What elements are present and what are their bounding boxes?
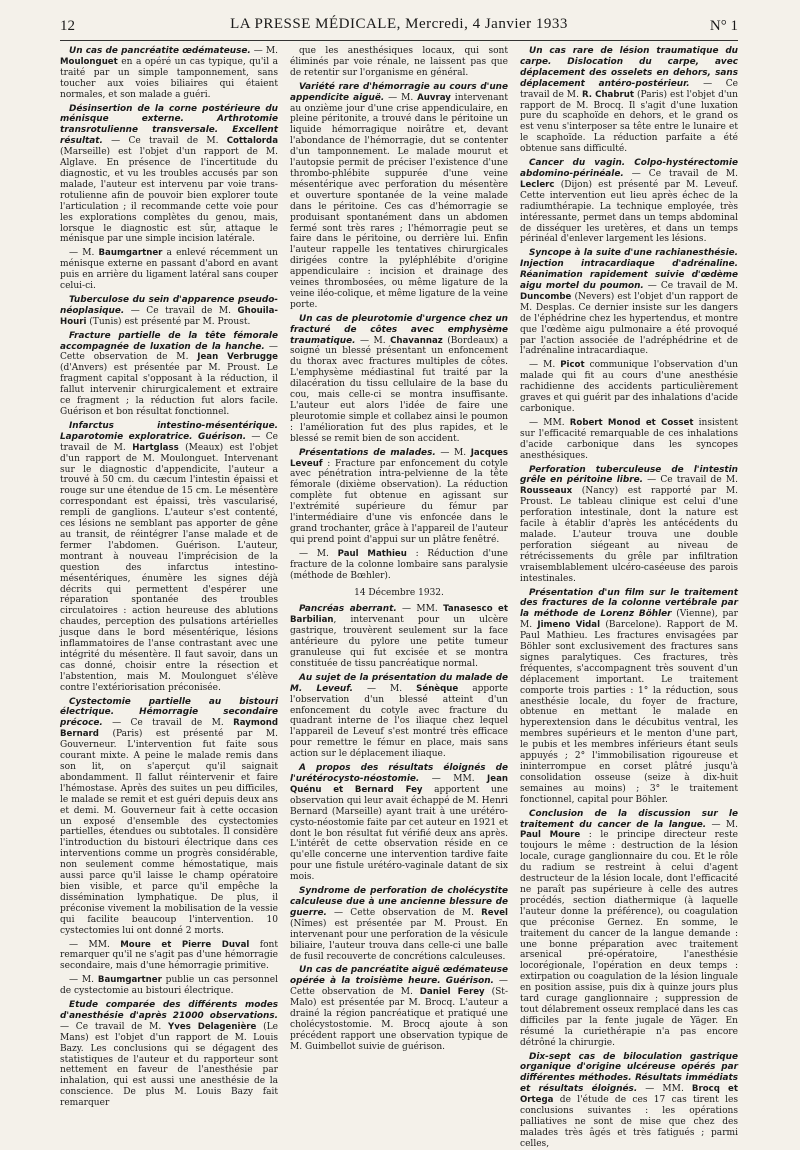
- article-body: font remarquer qu'il ne s'agit pas d'une hémorragie secondaire, mais d'une hémorragie primitive.: [60, 939, 278, 972]
- author-name: Tanasesco et Barbilian: [290, 604, 508, 626]
- article-heading: Conclusion de la discussion sur le traitement du cancer de la langue.: [520, 808, 738, 830]
- author-name: Sénèque: [416, 683, 459, 694]
- article-heading: A propos des résultats éloignés de l'urétérocysto-néostomie.: [290, 763, 508, 784]
- article-paragraph: [520, 248, 738, 357]
- article-paragraph: [60, 975, 278, 997]
- article-paragraph: [290, 886, 508, 962]
- author-name: Jimeno Vidal: [537, 620, 601, 631]
- article-heading: Un cas rare de lésion traumatique du carpe. Dislocation du carpe, avec déplacement des osselets en dehors, sans déplacement antéro-postérieur.: [520, 46, 738, 89]
- author-name: Chavannaz: [390, 335, 443, 346]
- author-name: Moulonguet: [60, 56, 118, 67]
- author-name: Rousseaux: [520, 486, 573, 497]
- article-heading: Un cas de pancréatite œdémateuse.: [69, 46, 251, 56]
- connector-text: — MM.: [637, 1084, 692, 1095]
- article-heading: Désinsertion de la corne postérieure du ménisque externe. Arthrotomie transrotulienne transversale. Excellent résultat.: [60, 103, 278, 147]
- author-name: Raymond Bernard: [60, 718, 278, 740]
- journal-title: LA PRESSE MÉDICALE, Mercredi, 4 Janvier 1933: [230, 16, 568, 32]
- article-heading: Cancer du vagin. Colpo-hystérectomie abdomino-périnéale.: [520, 158, 738, 179]
- connector-text: — Cette observation de M.: [60, 341, 278, 363]
- article-heading: Tuberculose du sein d'apparence pseudo-néoplasique.: [60, 294, 278, 316]
- article-paragraph: [60, 104, 278, 246]
- connector-text: — MM.: [69, 939, 121, 950]
- author-name: Cottalorda: [226, 136, 278, 147]
- article-body: (Meaux) est l'objet d'un rapport de M. Moulonguet. Intervenant sur le diagnostic d'appendicite, l'auteur a trouvé à 50 cm. du cæcum l'intestin épaissi et rouge sur une étendue de 15 cm. Le mésentère correspondant est épaissi, très vascularisé, rempli de ganglions. L'auteur s'est contenté, ces lésions ne semblant pas apporter de gêne au transit, de réintégrer l'anse malade et de fermer l'abdomen. Guérison. L'auteur, montrant à nouveau l'imprécision de la question des infarctus intestino-mésentériques, énumère les signes déjà décrits qui permettent d'espérer une réparation spontanée des troubles circulatoires : action heureuse des ablutions chaudes, perception des pulsations artérielles jusque dans le bord mésentérique, lésions inflammatoires de l'anse contrastant avec une intégrité du mésentère. Il faut savoir, dans un cas donné, choisir entre la résection et l'abstention, mais M. Moulonguet s'élève contre l'extériorisation préconisée.: [60, 442, 279, 693]
- article-body: communique l'observation d'un malade qui fit au cours d'une anesthésie rachidienne des accidents particulièrement graves et qui guérit par des inhalations d'acide carbonique.: [520, 360, 738, 414]
- author-name: Hartglass: [132, 442, 179, 453]
- connector-text: — Ce travail de M.: [60, 431, 278, 453]
- session-date: 14 Décembre 1932.: [354, 587, 444, 598]
- connector-text: — MM.: [396, 604, 444, 615]
- article-body: (St-Malo) est présentée par M. Brocq. L'auteur a drainé la région pancréatique et pratiqué une cholécystostomie. M. Brocq ajoute à son précédent rapport une observation typique de M. Guimbellot suivie de guérison.: [290, 987, 508, 1052]
- article-body: (Paris) est l'objet d'un rapport de M. Brocq. Il s'agit d'une luxation pure du scaphoïde en dehors, et le grand os est venu s'interposer sa tête entre le lunaire et le scaphoïde. La réduction parfaite a été obtenue sans difficulté.: [520, 89, 738, 155]
- article-body: intervenant au onzième jour d'une crise appendiculaire, en pleine péritonite, a trouvé dans le péritoine un liquide hémorragique noirâtre et, devant l'abondance de l'hémorragie, dut se contenter d'un tamponnement. Le malade mourut et l'autopsie permit de préciser l'existence d'une thrombo-phlébite suppurée d'une veine mésentérique avec perforation du mésentère et ouverture spontanée de la veine malade dans le péritoine. Ces cas d'hémorragie se produisant spontanément dans un abdomen fermé sont très rares ; l'hémorragie peut se faire dans le péritoine, ou derrière lui. Enfin l'auteur rappelle les tentatives chirurgicales dirigées contre la pyléphlébite d'origine appendiculaire : incision et drainage des veines thrombosées, ou même ligature de la veine iléo-colique, et même ligature de la veine porte.: [290, 92, 508, 310]
- connector-text: — MM.: [529, 417, 570, 428]
- article-paragraph: [60, 1000, 278, 1109]
- connector-text: — Ce travail de M.: [623, 168, 738, 179]
- article-heading: Fracture partielle de la tête fémorale accompagnée de luxation de la hanche.: [60, 330, 278, 352]
- article-body: en a opéré un cas typique, qu'il a traité par un simple tamponnement, sans toucher aux voies biliaires qui étaient normales, et son malade a guéri.: [60, 56, 278, 100]
- connector-text: — Cette observation de M.: [326, 907, 482, 918]
- article-paragraph: [290, 763, 508, 883]
- article-body: (Tunis) est présenté par M. Proust.: [86, 316, 251, 327]
- article-paragraph: [290, 82, 508, 311]
- article-paragraph: [60, 295, 278, 328]
- author-name: Paul Mathieu: [337, 548, 407, 559]
- author-name: Brocq et Ortega: [520, 1084, 738, 1106]
- column-1: [60, 46, 279, 1109]
- connector-text: — M.: [384, 92, 418, 103]
- article-body: apporte l'observation d'un blessé atteint d'un enfoncement du cotyle avec fracture du quadrant interne de l'os iliaque chez lequel l'appareil de Leveuf s'est montré très efficace pour remettre le fémur en place, mais sans action sur le déplacement iliaque.: [290, 683, 508, 760]
- connector-text: — Ce travail de M.: [60, 1021, 169, 1032]
- connector-text: — Ce travail de M.: [124, 305, 238, 316]
- article-heading: Pancréas aberrant.: [299, 604, 397, 615]
- article-heading: Présentations de malades.: [299, 447, 436, 458]
- article-body: insistent sur l'efficacité remarquable de ces inhalations d'acide carbonique dans les syncopes anesthésiques.: [520, 417, 738, 461]
- connector-text: — Ce travail de M.: [643, 281, 738, 292]
- article-body: (Paris) est présenté par M. Gouverneur. L'intervention fut faite sous courant mixte. A peine le malade remis dans son lit, on s'aperçut qu'il saignait abondamment. Il fallut réintervenir et faire l'hémostase. Après des suites un peu difficiles, le malade se remit et est guéri depuis deux ans et demi. M. Gouverneur fait à cette occasion un exposé d'ensemble des cystectomies partielles, étendues ou subtotales. Il considère l'introduction du bistouri électrique dans ces interventions comme un progrès considérable, non seulement comme hémostatique, mais aussi parce qu'il laisse le champ opératoire bien visible, et parce qu'il empêche la dissémination lymphatique. De plus, il préconise vivement la mobilisation de la vessie qui facilite beaucoup l'intervention. 10 cystectomies lui ont donné 2 morts.: [60, 729, 278, 936]
- article-paragraph: [520, 465, 738, 585]
- article-heading: Infarctus intestino-mésentérique. Laparotomie exploratrice. Guérison.: [60, 420, 278, 442]
- article-heading: Dix-sept cas de biloculation gastrique organique d'origine ulcéreuse opérés par différentes méthodes. Résultats immédiats et résultats éloignés.: [520, 1051, 738, 1095]
- author-name: Auvray: [417, 92, 451, 103]
- article-body: que les anesthésiques locaux, qui sont éliminés par voie rénale, ne laissent pas que de retentir sur l'organisme en général.: [290, 46, 508, 78]
- author-name: Paul Moure: [520, 830, 581, 841]
- article-body: publie un cas personnel de cystectomie au bistouri électrique.: [60, 975, 278, 997]
- author-name: Jean Verbrugge: [197, 352, 278, 363]
- connector-text: — Cette observation de M.: [290, 976, 508, 998]
- connector-text: — M.: [299, 548, 338, 559]
- author-name: Jacques Leveuf: [290, 447, 508, 469]
- article-body: : Réduction d'une fracture de la colonne lombaire sans paralysie (méthode de Bœhler).: [290, 548, 508, 581]
- article-body: (Nevers) est l'objet d'un rapport de M. Desplas. Ce dernier insiste sur les dangers de l'éphédrine chez les hypertendus, et montre que l'œdème aigu pulmonaire a été provoqué par l'action associée de l'adréphédrine et de l'adrénaline intracardiaque.: [520, 291, 738, 357]
- article-paragraph: [60, 421, 278, 694]
- article-body: (Bordeaux) a soigné un blessé présentant un enfoncement du thorax avec fractures multiples de côtes. L'emphysème médiastinal fut traité par la dilacération du tissu cellulaire de la base du cou, mais celle-ci se montra insuffisante. L'auteur eut alors l'idée de faire une pleurotomie simple et collabez ainsi le poumon : l'amélioration fut des plus rapides, et le blessé se remit bien de son accident.: [290, 335, 508, 444]
- article-paragraph: [60, 697, 278, 937]
- article-body: de l'étude de ces 17 cas tirent les conclusions suivantes : les opérations palliatives ne sont de mise que chez des malades très âgés et très fatigués ; parmi celles,: [520, 1095, 738, 1149]
- author-name: Jean Quénu et Bernard Fey: [290, 774, 508, 795]
- connector-text: — Ce travail de M.: [102, 718, 234, 729]
- article-body: : le principe directeur reste toujours le même : destruction de la lésion locale, curage ganglionnaire du cou. Et le rôle du radium se restreint à celui d'agent destructeur de la lésion locale, dont l'efficacité ne paraît pas supérieure à celle des autres procédés, section diathermique (à laquelle l'auteur donne la préférence), ou coagulation que préconise Gernez. En somme, le traitement du cancer de la langue demande : une bonne préparation avec traitement arsenical pré-opératoire, l'anesthésie locorégionale, l'opération en deux temps : extirpation ou coagulation de la lésion linguale en position assise, puis dix à quinze jours plus tard curage ganglionnaire ; suppression de tout délabrement osseux remplacé dans les cas difficiles par la fente jugale de Yäger. En résumé la curiethérapie n'a pas encore détrôné la chirurgie.: [520, 830, 738, 1048]
- page-number: 12: [60, 18, 75, 34]
- column-3: [520, 46, 739, 1149]
- article-heading: Au sujet de la présentation du malade de M. Leveuf.: [290, 672, 508, 694]
- connector-text: — M.: [352, 683, 417, 694]
- connector-text: — M.: [706, 819, 738, 830]
- article-paragraph: [290, 604, 508, 669]
- article-heading: Présentation d'un film sur le traitement des fractures de la colonne vertébrale par la méthode de Lorenz Böhler: [520, 587, 738, 620]
- article-body: (Marseille) est l'objet d'un rapport de M. Alglave. En présence de l'incertitude du diagnostic, et vu les troubles accusés par son malade, l'auteur est intervenu par voie trans-rotulienne afin de pouvoir bien explorer toute l'articulation ; il recommande cette voie pour les explorations complètes du genou, mais, lorsque le diagnostic est sûr, attaque le ménisque par une simple incision latérale.: [60, 147, 278, 245]
- article-paragraph: [520, 809, 738, 1049]
- article-paragraph: [520, 418, 738, 462]
- article-paragraph: [60, 940, 278, 973]
- article-body: (Le Mans) est l'objet d'un rapport de M. Louis Bazy. Les conclusions qui se dégagent des statistiques de l'auteur et du rapporteur sont nettement en faveur de l'anesthésie par inhalation, qui est aussi une anesthésie de la conscience. De plus M. Louis Bazy fait remarquer: [60, 1021, 278, 1109]
- article-paragraph: [520, 158, 738, 245]
- author-name: Leclerc: [520, 179, 555, 190]
- author-name: Ghouila-Houri: [60, 305, 278, 327]
- connector-text: — M.: [69, 248, 99, 259]
- connector-text: — Ce travail de M.: [642, 475, 738, 486]
- running-header: [60, 16, 738, 38]
- author-name: Baumgartner: [97, 975, 162, 986]
- issue-number: N° 1: [709, 18, 738, 34]
- article-paragraph: [520, 588, 738, 806]
- author-name: R. Chabrut: [581, 89, 634, 100]
- article-paragraph: [290, 448, 508, 546]
- article-paragraph: [60, 46, 278, 101]
- author-name: Yves Delagenière: [168, 1021, 257, 1032]
- author-name: Picot: [560, 360, 585, 371]
- author-name: Robert Monod et Cosset: [569, 417, 694, 428]
- article-paragraph: [290, 314, 508, 445]
- connector-text: — M.: [250, 46, 278, 56]
- article-paragraph: [520, 360, 738, 415]
- article-heading: Variété rare d'hémorragie au cours d'une appendicite aiguë.: [290, 81, 508, 103]
- header-rule: [60, 40, 738, 41]
- article-heading: Perforation tuberculeuse de l'intestin grêle en péritoine libre.: [520, 464, 738, 486]
- article-paragraph: [60, 248, 278, 292]
- connector-text: — M.: [69, 975, 98, 986]
- author-name: Moure et Pierre Duval: [120, 939, 250, 950]
- article-paragraph: [290, 673, 508, 760]
- article-body: a enlevé récemment un ménisque externe en passant d'abord en avant puis en arrière du ligament latéral sans couper celui-ci.: [60, 248, 278, 292]
- article-paragraph: [60, 331, 278, 418]
- article-body: (Dijon) est présenté par M. Leveuf. Cette intervention eut lieu après échec de la radiumthérapie. La technique employée, très intéressante, permet dans un temps abdominal de disséquer les uretères, et dans un temps périnéal d'enlever largement les lésions.: [520, 179, 738, 245]
- author-name: Baumgartner: [98, 248, 163, 259]
- article-body: (Barcelone). Rapport de M. Paul Mathieu. Les fractures envisagées par Böhler sont exclusivement des fractures sans signes paralytiques. Ces fractures, très fréquentes, s'accompagnent très souvent d'un déplacement important. Le traitement comporte trois parties : 1° la réduction, sous anesthésie locale, du foyer de fracture, obtenue en mettant le malade en hyperextension dans le décubitus ventral, les membres supérieurs et le menton d'une part, le pubis et les membres inférieurs étant seuls appuyés ; 2° l'immobilisation rigoureuse et ininterrompue en corset plâtré jusqu'à consolidation osseuse (seize à dix-huit semaines au moins) ; 3° le traitement fonctionnel, capital pour Böhler.: [520, 620, 738, 805]
- article-paragraph: [520, 46, 738, 155]
- article-heading: Cystectomie partielle au bistouri électrique. Hémorragie secondaire précoce.: [60, 696, 278, 729]
- connector-text: — MM.: [419, 774, 488, 784]
- article-heading: Syndrome de perforation de cholécystite calculeuse due à une ancienne blessure de guerre.: [290, 886, 508, 918]
- article-heading: Etude comparée des différents modes d'anesthésie d'après 21000 observations.: [60, 1000, 278, 1021]
- column-2: [290, 46, 508, 1076]
- article-body: apportent une observation qui leur avait échappé de M. Henri Bernard (Marseille) ayant trait à une urétéro-cysto-néostomie faite par cet auteur en 1921 et dont le bon résultat fut vérifié deux ans après. L'intérêt de cette observation réside en ce qu'elle concerne une intervention tardive faite pour une fistule urétéro-vaginale datant de six mois.: [290, 784, 509, 883]
- article-paragraph: [290, 46, 508, 79]
- article-columns: [60, 46, 739, 1149]
- article-body: (d'Anvers) est présentée par M. Proust. Le fragment capital s'opposant à la réduction, il fallut intervenir chirurgicalement et extraire ce fragment ; la réduction fut alors facile. Guérison et bon résultat fonctionnel.: [60, 363, 278, 417]
- author-name: Revel: [481, 907, 508, 918]
- connector-text: — Ce travail de M.: [520, 78, 739, 100]
- article-heading: Un cas de pancréatite aiguë œdémateuse opérée à la troisième heure. Guérison.: [290, 965, 508, 987]
- article-body: , intervenant pour un ulcère gastrique, trouvèrent seulement sur la face antérieure du pylore une petite tumeur granuleuse qui fut excisée et se montra constituée de tissu pancréatique normal.: [290, 615, 508, 669]
- article-body: (Nancy) est rapporté par M. Proust. Le tableau clinique est celui d'une perforation intestinale, dont la nature est facile à établir d'après les antécédents du malade. L'auteur trouva une double perforation siégeant au niveau de rétrécissements du grêle par infiltration vraisemblablement ulcéro-caséeuse des parois intestinales.: [520, 486, 738, 584]
- author-name: Duncombe: [520, 291, 572, 302]
- article-paragraph: [520, 1052, 738, 1150]
- article-body: (Nîmes) est présentée par M. Proust. En intervenant pour une perforation de la vésicule biliaire, l'auteur trouva dans celle-ci une balle de fusil recouverte de concrétions calculeuses.: [290, 918, 508, 962]
- article-paragraph: [290, 549, 508, 582]
- article-body: : Fracture par enfoncement du cotyle avec pénétration intra-pelvienne de la tête fémorale (dixième observation). La réduction complète fut obtenue en agissant sur l'extrémité supérieure du fémur par l'intermédiaire d'une vis enfoncée dans le grand trochanter, grâce à l'appareil de l'auteur qui prend point d'appui sur un plâtre fenêtré.: [290, 458, 508, 545]
- connector-text: (Vienne), par M.: [520, 609, 739, 631]
- author-name: Daniel Ferey: [419, 987, 485, 998]
- connector-text: — M.: [355, 335, 391, 346]
- connector-text: — M.: [529, 360, 561, 371]
- article-paragraph: [290, 965, 508, 1052]
- article-heading: Syncope à la suite d'une rachianesthésie. Injection intracardiaque d'adrénaline. Réanimation rapidement suivie d'œdème aigu mortel du poumon.: [520, 248, 738, 292]
- article-heading: Un cas de pleurotomie d'urgence chez un fracturé de côtes avec emphysème traumatique.: [290, 313, 508, 346]
- connector-text: — Ce travail de M.: [102, 136, 227, 147]
- connector-text: — M.: [435, 447, 471, 458]
